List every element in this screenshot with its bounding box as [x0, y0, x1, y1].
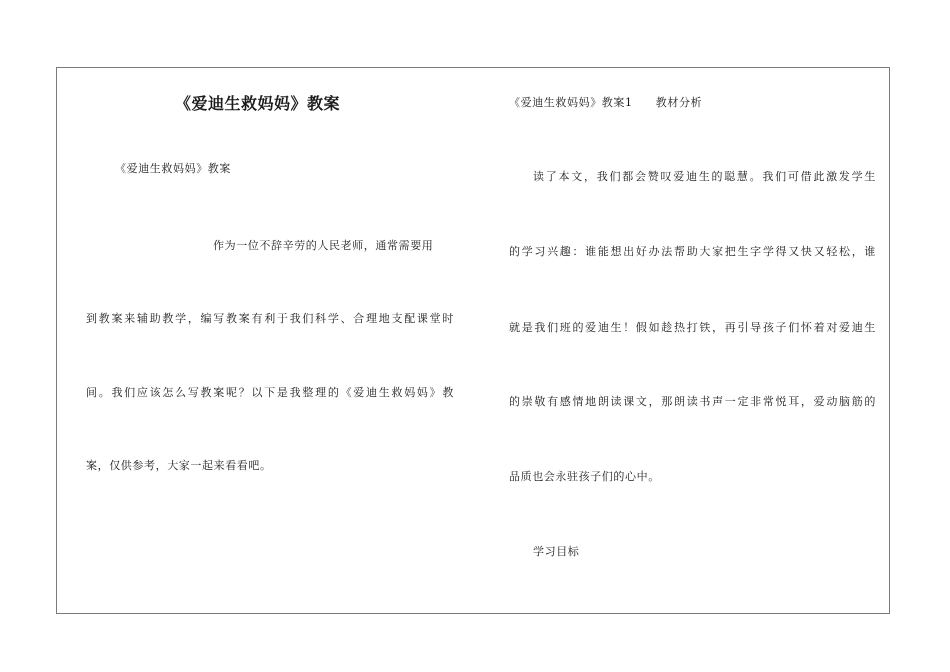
analysis-line-2: 的学习兴趣：谁能想出好办法帮助大家把生字学得又快又轻松，谁: [509, 245, 876, 258]
intro-line-2: 到教案来辅助教学，编写教案有利于我们科学、合理地支配课堂时: [86, 312, 454, 325]
left-subtitle: 《爱迪生救妈妈》教案: [115, 162, 231, 175]
analysis-line-5: 品质也会永驻孩子们的心中。: [509, 470, 660, 483]
document-title: 《爱迪生救妈妈》教案: [175, 94, 341, 113]
intro-line-1: 作为一位不辞辛劳的人民老师，通常需要用: [213, 239, 434, 252]
intro-line-3: 间。我们应该怎么写教案呢？以下是我整理的《爱迪生救妈妈》教: [86, 386, 454, 399]
analysis-line-4: 的崇敬有感情地朗读课文，那朗读书声一定非常悦耳，爱动脑筋的: [509, 395, 876, 408]
page-frame: [56, 67, 890, 614]
intro-line-4: 案，仅供参考，大家一起来看看吧。: [86, 459, 272, 472]
section-header: 《爱迪生救妈妈》教案1 教材分析: [509, 96, 703, 109]
goals-heading: 学习目标: [533, 545, 580, 558]
analysis-line-3: 就是我们班的爱迪生！假如趁热打铁，再引导孩子们怀着对爱迪生: [509, 321, 876, 334]
analysis-line-1: 读了本文，我们都会赞叹爱迪生的聪慧。我们可借此激发学生: [533, 170, 876, 183]
